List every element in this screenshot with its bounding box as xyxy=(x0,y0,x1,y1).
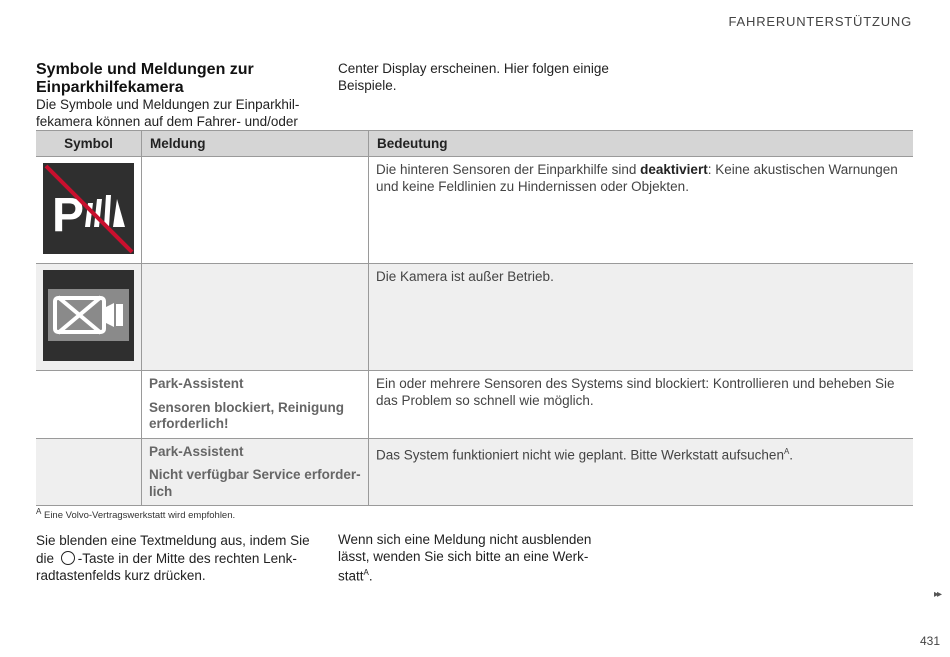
table-row xyxy=(36,264,913,371)
table-row xyxy=(36,157,913,264)
message-cell xyxy=(142,371,369,439)
symbol-cell xyxy=(36,264,142,371)
meaning-cell: Ein oder mehrere Sensoren des Systems sind blockiert: Kontrollieren und beheben Sie das Problem so schnell wie möglich. xyxy=(369,371,914,439)
page-title: Symbole und Meldungen zur Einparkhilfekamera xyxy=(36,61,254,96)
svg-text:P: P xyxy=(52,189,85,242)
footnote xyxy=(36,507,235,521)
meaning-cell: Die hinteren Sensoren der Einparkhilfe sind deaktiviert: Keine akustischen Warnungen und keine Feldlinien zu Hindernissen oder Objekten. xyxy=(369,157,914,264)
symbols-table xyxy=(36,130,913,506)
column-header-meaning: Bedeutung xyxy=(369,131,914,157)
bottom-text-right: Wenn sich eine Meldung nicht ausblenden lässt, wenden Sie sich bitte an eine Werk-statt$^A$. xyxy=(338,532,592,584)
parking-sensors-off-icon xyxy=(43,163,134,254)
message-detail: Nicht verfügbar Service erforder-lich xyxy=(149,467,361,499)
column-header-symbol: Symbol xyxy=(36,131,142,157)
bottom-text-left: Sie blenden eine Textmeldung aus, indem Sie die -Taste in der Mitte des rechten Lenk-radtastenfelds kurz drücken. xyxy=(36,533,310,583)
intro-text-left: Die Symbole und Meldungen zur Einparkhil-fekamera können auf dem Fahrer- und/oder xyxy=(36,97,300,129)
message-title: Park-Assistent xyxy=(149,443,244,459)
footnote-ref: A xyxy=(363,568,369,577)
message-cell xyxy=(142,438,369,506)
message-cell xyxy=(142,157,369,264)
symbol-cell xyxy=(36,371,142,439)
footnote-text: Eine Volvo-Vertragswerkstatt wird empfohlen. xyxy=(43,510,236,522)
section-header: FAHRERUNTERSTÜTZUNG xyxy=(728,14,912,29)
message-detail: Sensoren blockiert, Reinigung erforderlich! xyxy=(149,399,345,431)
table-header-row xyxy=(36,131,913,157)
intro-text-right: Center Display erscheinen. Hier folgen einige Beispiele. xyxy=(338,61,609,93)
table-row xyxy=(36,438,913,506)
column-header-message: Meldung xyxy=(142,131,369,157)
message-title: Park-Assistent xyxy=(149,376,244,391)
steering-wheel-button-icon xyxy=(61,551,75,565)
page-number: 431 xyxy=(919,634,940,648)
meaning-cell: Das System funktioniert nicht wie geplant. Bitte Werkstatt aufsuchen$^A$. xyxy=(369,438,914,506)
footnote-ref: A xyxy=(783,446,790,456)
message-cell xyxy=(142,264,369,371)
next-page-icon: ▸▸ xyxy=(933,589,940,600)
symbol-cell xyxy=(36,438,142,506)
meaning-cell: Die Kamera ist außer Betrieb. xyxy=(369,264,914,371)
symbol-cell xyxy=(36,157,142,264)
table-row xyxy=(36,371,913,439)
camera-inoperative-icon xyxy=(43,270,134,361)
footnote-marker: A xyxy=(36,507,42,516)
